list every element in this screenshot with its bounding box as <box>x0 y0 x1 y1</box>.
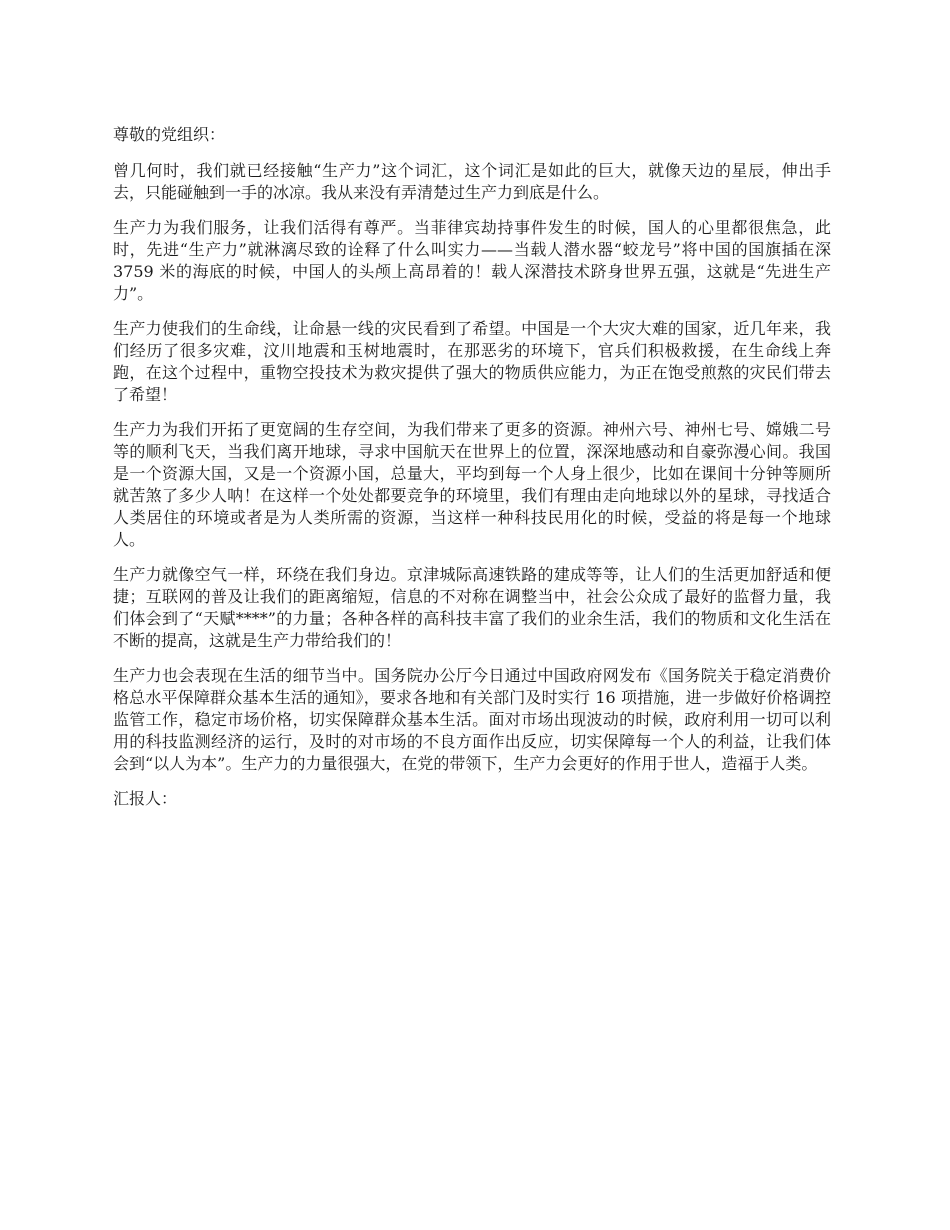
paragraph-1: 曾几何时，我们就已经接触“生产力”这个词汇，这个词汇是如此的巨大，就像天边的星辰，伸出手去，只能碰触到一手的冰凉。我从来没有弄清楚过生产力到底是什么。 <box>113 161 831 202</box>
paragraph-6: 生产力也会表现在生活的细节当中。国务院办公厅今日通过中国政府网发布《国务院关于稳定消费价格总水平保障群众基本生活的通知》，要求各地和有关部门及时实行 16 项措施，进一步做好价格调控监管工作，稳定市场价格，切实保障群众基本生活。面对市场出现波动的时候，政府利用一切可以利用的科技监测经济的运行，及时的对市场的不良方面作出反应，切实保障每一个人的利益，让我们体会到“以人为本”。生产力的力量很强大，在党的带领下，生产力会更好的作用于世人，造福于人类。 <box>113 666 831 773</box>
paragraph-5: 生产力就像空气一样，环绕在我们身边。京津城际高速铁路的建成等等，让人们的生活更加舒适和便捷；互联网的普及让我们的距离缩短，信息的不对称在调整当中，社会公众成了最好的监督力量，我们体会到了“天赋****”的力量；各种各样的高科技丰富了我们的业余生活，我们的物质和文化生活在不断的提高，这就是生产力带给我们的！ <box>113 565 831 650</box>
paragraph-4: 生产力为我们开拓了更宽阔的生存空间，为我们带来了更多的资源。神州六号、神州七号、嫦娥二号等的顺利飞天，当我们离开地球，寻求中国航天在世界上的位置，深深地感动和自豪弥漫心间。我国是一个资源大国，又是一个资源小国，总量大，平均到每一个人身上很少，比如在课间十分钟等厕所就苦煞了多少人呐！在这样一个处处都要竞争的环境里，我们有理由走向地球以外的星球，寻找适合人类居住的环境或者是为人类所需的资源，当这样一种科技民用化的时候，受益的将是每一个地球人。 <box>113 420 831 549</box>
paragraph-2: 生产力为我们服务，让我们活得有尊严。当菲律宾劫持事件发生的时候，国人的心里都很焦急，此时，先进“生产力”就淋漓尽致的诠释了什么叫实力——当载人潜水器“蛟龙号”将中国的国旗插在深 3759 米的海底的时候，中国人的头颅上高昂着的！载人深潜技术跻身世界五强，这就是“先进生产力”。 <box>113 218 831 303</box>
signature: 汇报人： <box>113 789 178 808</box>
paragraph-3: 生产力使我们的生命线，让命悬一线的灾民看到了希望。中国是一个大灾大难的国家，近几年来，我们经历了很多灾难，汶川地震和玉树地震时，在那恶劣的环境下，官兵们积极救援，在生命线上奔跑，在这个过程中，重物空投技术为救灾提供了强大的物质供应能力，为正在饱受煎熬的灾民们带去了希望！ <box>113 319 831 404</box>
salutation: 尊敬的党组织： <box>113 125 226 144</box>
document-body <box>113 124 831 823</box>
